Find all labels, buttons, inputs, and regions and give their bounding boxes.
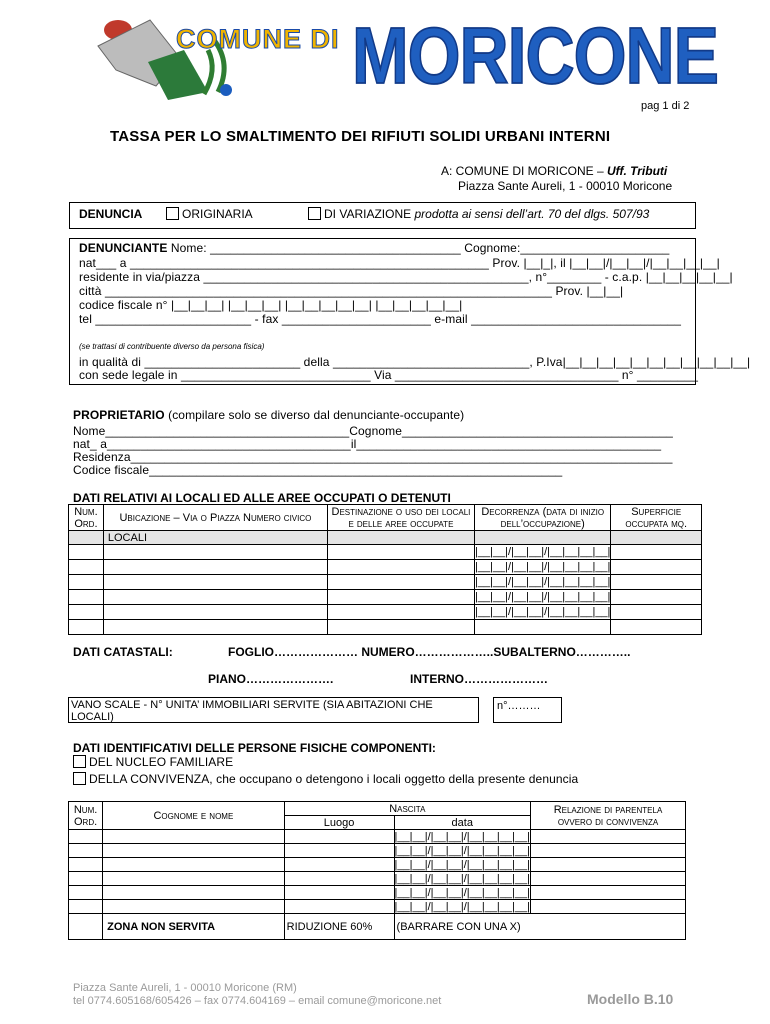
logo-comune-di: COMUNE DI <box>176 24 340 54</box>
vano-scale-count[interactable]: n°……… <box>493 697 562 723</box>
foglio-numero-subalterno[interactable]: FOGLIO………………… NUMERO………………..SUBALTERNO………….. <box>228 645 631 659</box>
table-row[interactable] <box>69 830 686 844</box>
option-variazione[interactable]: DI VARIAZIONE prodotta ai sensi dell’art. 70 del dlgs. 507/93 <box>308 207 649 221</box>
locali-table <box>68 504 702 635</box>
col-num-ord: Num. Ord. <box>69 505 104 531</box>
table-row[interactable] <box>69 605 702 620</box>
option-originaria[interactable]: ORIGINARIA <box>166 207 253 221</box>
owner-fiscal-code-line[interactable]: Codice fiscale_____________________________________________________________ <box>73 463 563 477</box>
col-destinazione: Destinazione o uso dei locali e delle aree occupate <box>327 505 474 531</box>
barrare-note: (BARRARE CON UNA X) <box>394 914 685 940</box>
date-mask[interactable]: |__|__|/|__|__|/|__|__|__|__| <box>474 576 611 588</box>
contacts-line[interactable]: tel _______________________ - fax ______________________ e-mail _______________________________ <box>79 312 682 326</box>
footer-address: Piazza Sante Aureli, 1 - 00010 Moricone (RM) <box>73 982 297 994</box>
catastali-label: DATI CATASTALI: <box>73 645 173 659</box>
role-line[interactable]: in qualità di _______________________ della _____________________________, P.Iva|__|__|__|__|__|__|__|__|__|__|__| <box>79 355 751 369</box>
table-row[interactable] <box>69 620 702 635</box>
option-convivenza[interactable]: DELLA CONVIVENZA, che occupano o detengono i locali oggetto della presente denuncia <box>73 772 578 786</box>
table-row[interactable] <box>69 900 686 914</box>
locali-heading: DATI RELATIVI AI LOCALI ED ALLE AREE OCCUPATI O DETENUTI <box>73 491 451 505</box>
table-row[interactable] <box>69 872 686 886</box>
page-title: TASSA PER LO SMALTIMENTO DEI RIFIUTI SOLIDI URBANI INTERNI <box>110 128 611 145</box>
denunciante-name-line[interactable]: DENUNCIANTE Nome: _____________________________________ Cognome:______________________ <box>79 241 670 255</box>
checkbox-variazione[interactable] <box>308 207 321 220</box>
zona-non-servita: ZONA NON SERVITA <box>103 914 285 940</box>
col-data: data <box>394 816 530 830</box>
date-mask[interactable]: |__|__|/|__|__|/|__|__|__|__| <box>474 591 611 603</box>
footer-contacts: tel 0774.605168/605426 – fax 0774.604169 – email comune@moricone.net <box>73 995 442 1007</box>
proprietario-heading: PROPRIETARIO (compilare solo se diverso dal denunciante-occupante) <box>73 408 465 422</box>
modello-label: Modello B.10 <box>587 991 674 1007</box>
date-mask[interactable]: |__|__|/|__|__|/|__|__|__|__| <box>394 900 530 913</box>
table-row[interactable] <box>69 590 702 605</box>
table-row[interactable] <box>69 545 702 560</box>
date-mask[interactable]: |__|__|/|__|__|/|__|__|__|__| <box>394 872 530 885</box>
col-superficie: Superficie occupata mq. <box>611 505 702 531</box>
checkbox-nucleo[interactable] <box>73 755 86 768</box>
recipient-line-2: Piazza Sante Aureli, 1 - 00010 Moricone <box>458 179 673 193</box>
checkbox-convivenza[interactable] <box>73 772 86 785</box>
checkbox-originaria[interactable] <box>166 207 179 220</box>
col-decorrenza: Decorrenza (data di inizio dell’occupazione) <box>474 505 610 531</box>
table-row[interactable] <box>69 886 686 900</box>
vano-scale-box: VANO SCALE - N° UNITA’ IMMOBILIARI SERVITE (SIA ABITAZIONI CHE LOCALI) <box>68 697 479 723</box>
denuncia-label: DENUNCIA <box>79 207 143 221</box>
interno-field[interactable]: INTERNO………………… <box>410 672 548 686</box>
owner-residence-line[interactable]: Residenza________________________________________________________________________________ <box>73 450 673 464</box>
piano-field[interactable]: PIANO…………………. <box>208 672 334 686</box>
riduzione-label: RIDUZIONE 60% <box>284 914 394 940</box>
componenti-table <box>68 801 686 940</box>
table-row[interactable] <box>69 844 686 858</box>
date-mask[interactable]: |__|__|/|__|__|/|__|__|__|__| <box>394 830 530 843</box>
logo-moricone: MORICONE <box>352 11 718 101</box>
date-mask[interactable]: |__|__|/|__|__|/|__|__|__|__| <box>394 844 530 857</box>
fiscal-code-line[interactable]: codice fiscale n° |__|__|__| |__|__|__| |__|__|__|__|__| |__|__|__|__|__| <box>79 298 463 312</box>
locali-subheader: LOCALI <box>103 531 327 545</box>
table-row[interactable] <box>69 858 686 872</box>
city-line[interactable]: città __________________________________________________________________ Prov. |__|__| <box>79 284 624 298</box>
date-mask[interactable]: |__|__|/|__|__|/|__|__|__|__| <box>474 546 611 558</box>
recipient-line-1: A: COMUNE DI MORICONE – Uff. Tributi <box>441 164 668 178</box>
date-mask[interactable]: |__|__|/|__|__|/|__|__|__|__| <box>474 606 611 618</box>
table-row[interactable] <box>69 560 702 575</box>
date-mask[interactable]: |__|__|/|__|__|/|__|__|__|__| <box>394 858 530 871</box>
page-number: pag 1 di 2 <box>641 100 690 112</box>
componenti-heading: DATI IDENTIFICATIVI DELLE PERSONE FISICHE COMPONENTI: <box>73 741 436 755</box>
col-relazione: Relazione di parentela ovvero di convivenza <box>530 802 685 830</box>
owner-birth-line[interactable]: nat_ a____________________________________il_____________________________________________ <box>73 437 662 451</box>
birth-line[interactable]: nat___ a _____________________________________________________ Prov. |__|_|, il |__|__|/|__|__|/|__|__|__|__| <box>79 256 720 270</box>
legal-seat-line[interactable]: con sede legale in ____________________________ Via _________________________________ n° _________ <box>79 368 698 382</box>
col-luogo: Luogo <box>284 816 394 830</box>
col-cognome-nome: Cognome e nome <box>103 802 285 830</box>
table-row[interactable] <box>69 575 702 590</box>
col-num-ord: Num. Ord. <box>69 802 103 830</box>
option-nucleo[interactable]: DEL NUCLEO FAMILIARE <box>73 755 233 769</box>
date-mask[interactable]: |__|__|/|__|__|/|__|__|__|__| <box>474 561 611 573</box>
owner-name-line[interactable]: Nome____________________________________Cognome________________________________________ <box>73 424 673 438</box>
legal-entity-note: (se trattasi di contribuente diverso da persona fisica) <box>79 342 265 351</box>
residence-line[interactable]: residente in via/piazza ________________________________________________, n°________ - c.a.p. |__|__|__|__|__| <box>79 270 733 284</box>
date-mask[interactable]: |__|__|/|__|__|/|__|__|__|__| <box>394 886 530 899</box>
col-nascita: Nascita <box>284 802 530 816</box>
col-ubicazione: Ubicazione – Via o Piazza Numero civico <box>103 505 327 531</box>
